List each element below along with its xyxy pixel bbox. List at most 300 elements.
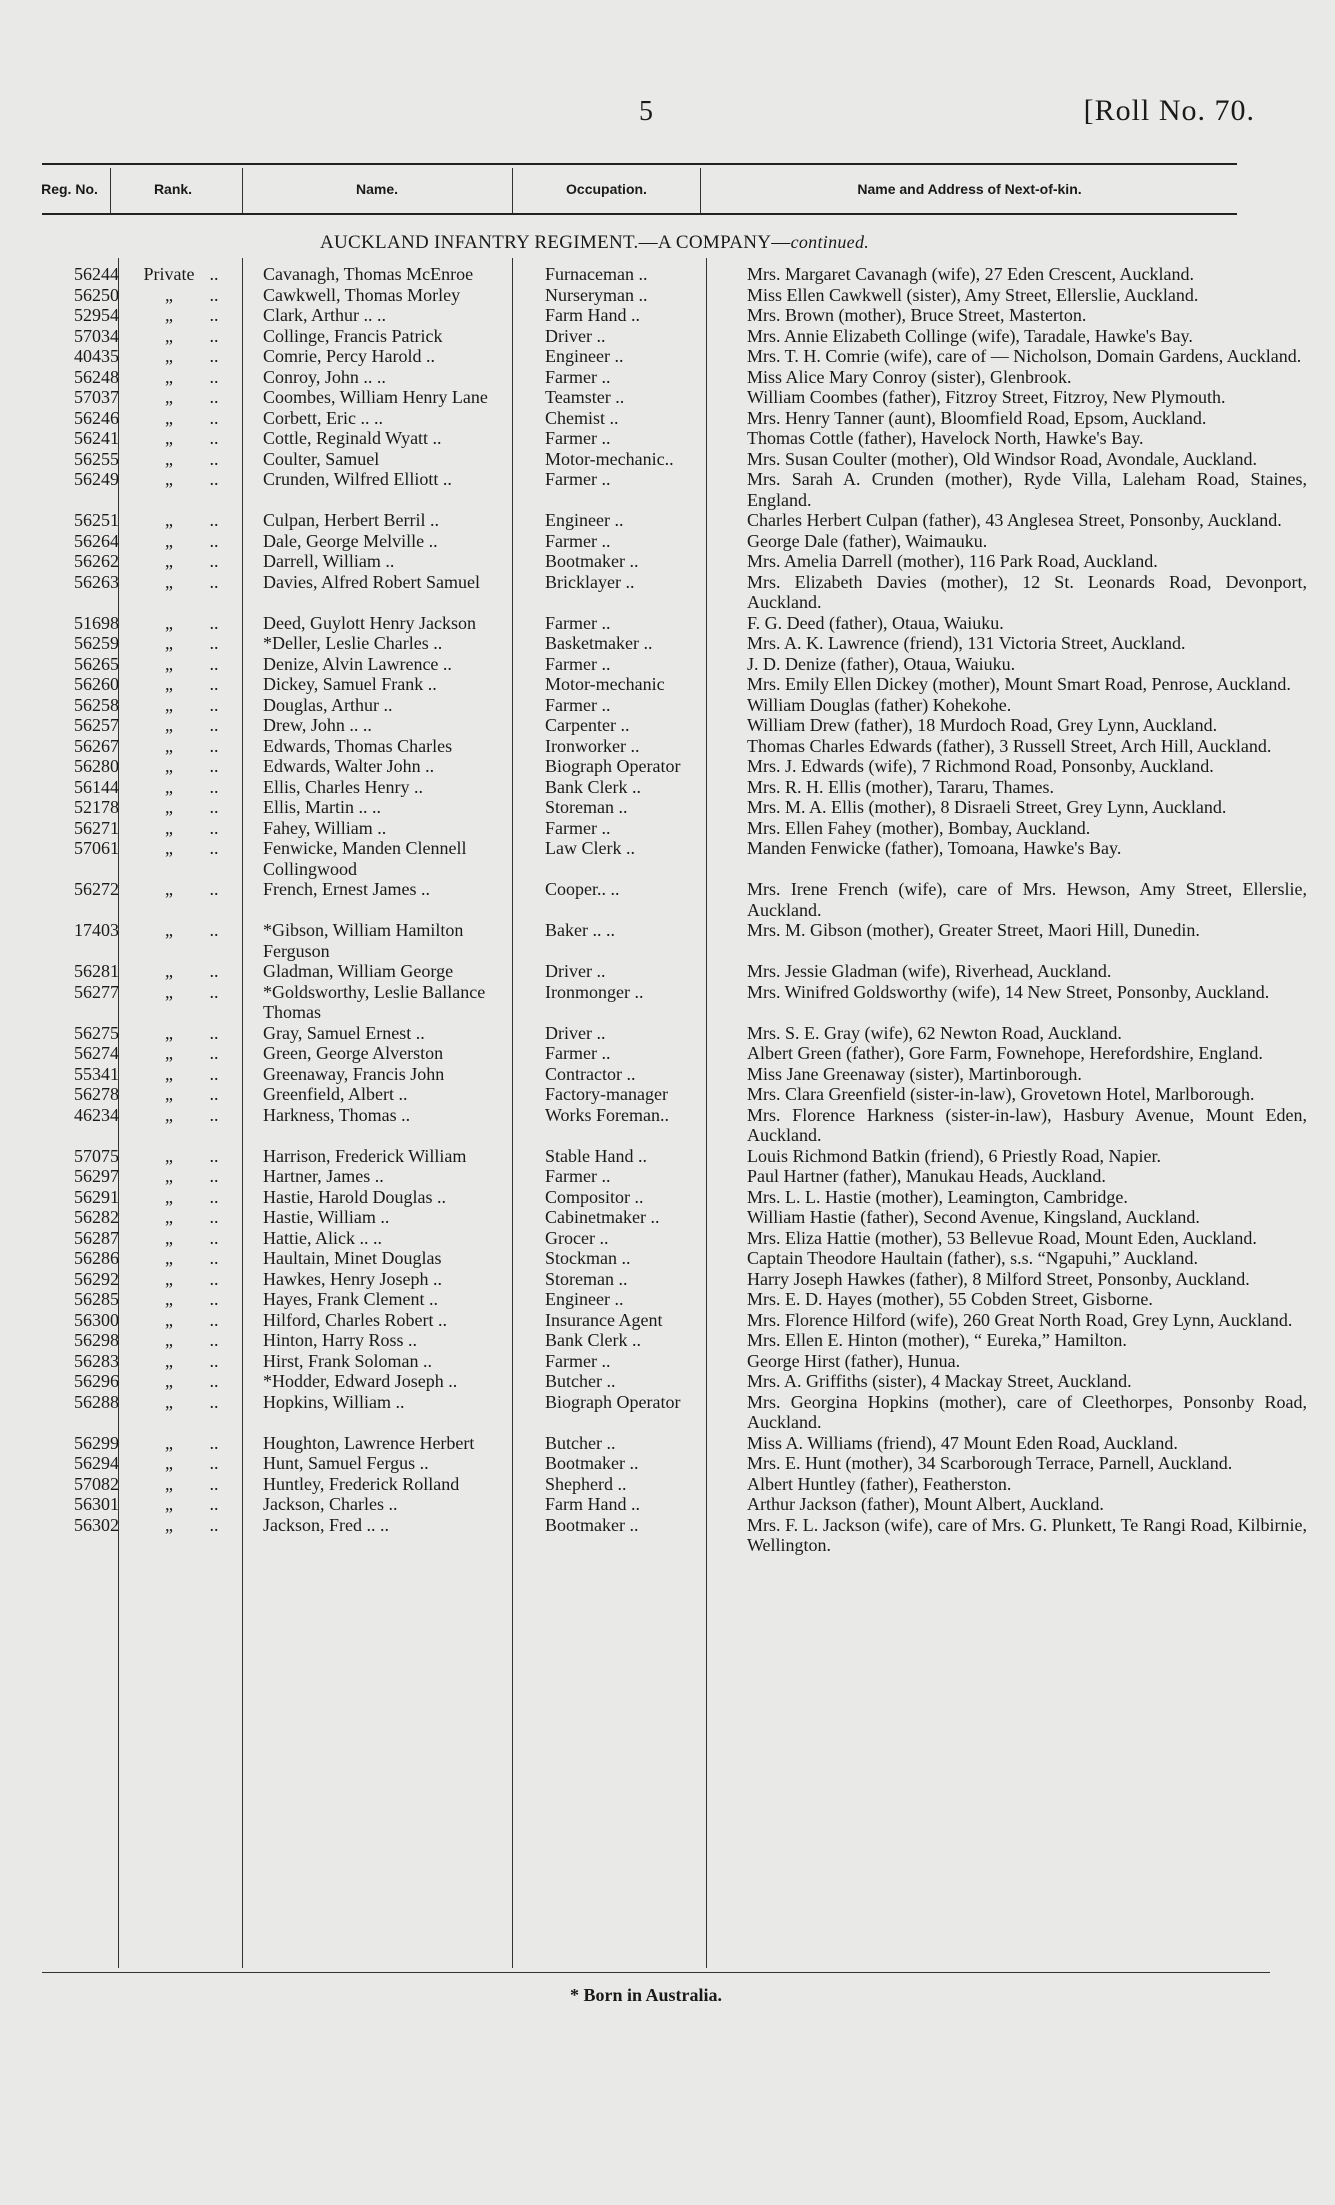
reg-cell: [44, 736, 123, 757]
occupation-cell-text: Farmer ..: [545, 1166, 611, 1186]
kin-cell-text: Mrs. Susan Coulter (mother), Old Windsor Road, Avondale, Auckland.: [747, 448, 1258, 469]
leader-dots: ..: [205, 1350, 219, 1371]
reg-cell: [44, 1043, 123, 1064]
rank-cell-text: „: [165, 612, 173, 633]
name-cell: [251, 797, 533, 818]
reg-cell: [44, 551, 123, 572]
kin-cell-text: Miss A. Williams (friend), 47 Mount Eden Road, Auckland.: [747, 1432, 1178, 1453]
occupation-cell: [533, 1371, 735, 1392]
rank-cell: [123, 469, 251, 510]
occupation-cell-text: Law Clerk ..: [545, 838, 635, 858]
rank-cell-text: „: [165, 571, 173, 592]
kin-cell-text: Mrs. Winifred Goldsworthy (wife), 14 New Street, Ponsonby, Auckland.: [747, 981, 1270, 1002]
table-row: [44, 551, 1307, 572]
occupation-cell: [533, 756, 735, 777]
leader-dots: ..: [205, 1432, 219, 1453]
kin-cell-text: Mrs. T. H. Comrie (wife), care of — Nicholson, Domain Gardens, Auckland.: [747, 346, 1302, 366]
name-cell: [251, 1228, 533, 1249]
name-cell: [251, 1351, 533, 1372]
rank-cell: [123, 1269, 251, 1290]
reg-cell: [44, 1105, 123, 1146]
name-cell: [251, 633, 533, 654]
reg-cell-text: 56263: [74, 571, 119, 592]
occupation-cell: [533, 633, 735, 654]
name-cell: [251, 572, 533, 613]
leader-dots: ..: [205, 1166, 219, 1186]
leader-dots: ..: [205, 817, 219, 838]
occupation-cell: [533, 387, 735, 408]
kin-cell-text: Albert Green (father), Gore Farm, Fownehope, Herefordshire, England.: [747, 1043, 1263, 1063]
reg-cell: [44, 1289, 123, 1310]
occupation-cell-text: Farmer ..: [545, 428, 611, 448]
table-row: [44, 264, 1307, 285]
occupation-cell: [533, 797, 735, 818]
rank-cell: [123, 1187, 251, 1208]
rank-cell-text: „: [165, 428, 173, 448]
occupation-cell-text: Factory-manager: [545, 1084, 668, 1104]
name-cell-text: Hayes, Frank Clement ..: [263, 1289, 438, 1309]
reg-cell-text: 56286: [74, 1248, 119, 1268]
reg-cell: [44, 469, 123, 510]
rank-cell-text: „: [165, 879, 173, 899]
rank-cell-text: „: [165, 961, 173, 981]
table-row: [44, 510, 1307, 531]
occupation-cell: [533, 654, 735, 675]
reg-cell-text: 56258: [74, 694, 119, 715]
occupation-cell: [533, 1043, 735, 1064]
leader-dots: ..: [205, 346, 219, 366]
occupation-cell: [533, 838, 735, 879]
occupation-cell: [533, 367, 735, 388]
occupation-cell-text: Motor-mechanic..: [545, 448, 674, 469]
kin-cell: [735, 674, 1307, 695]
rank-cell-text: „: [165, 817, 173, 838]
rank-cell: [123, 346, 251, 367]
rank-cell-text: „: [165, 1473, 173, 1494]
kin-cell: [735, 1064, 1307, 1085]
name-cell-text: Dale, George Melville ..: [263, 530, 438, 551]
kin-cell: [735, 428, 1307, 449]
rank-cell-text: „: [165, 366, 173, 387]
occupation-cell-text: Bank Clerk ..: [545, 1330, 641, 1350]
leader-dots: ..: [205, 1289, 219, 1309]
kin-cell: [735, 551, 1307, 572]
occupation-cell: [533, 408, 735, 429]
rank-cell-text: „: [165, 284, 173, 305]
reg-cell: [44, 1187, 123, 1208]
rank-cell: [123, 613, 251, 634]
table-row: [44, 736, 1307, 757]
header-bottom-rule: [42, 213, 1237, 215]
kin-cell: [735, 613, 1307, 634]
table-row: [44, 1166, 1307, 1187]
name-cell: [251, 715, 533, 736]
occupation-cell: [533, 695, 735, 716]
reg-cell-text: 56299: [74, 1432, 119, 1453]
table-row: [44, 879, 1307, 920]
rank-cell: [123, 264, 251, 285]
kin-cell: [735, 367, 1307, 388]
leader-dots: ..: [205, 1084, 219, 1104]
rank-cell: [123, 1515, 251, 1556]
reg-cell-text: 56287: [74, 1227, 119, 1248]
occupation-cell: [533, 613, 735, 634]
rank-cell: [123, 408, 251, 429]
kin-cell: [735, 1269, 1307, 1290]
rank-cell-text: „: [165, 305, 173, 325]
reg-cell: [44, 1310, 123, 1331]
leader-dots: ..: [205, 264, 219, 284]
name-cell: [251, 1515, 533, 1556]
kin-cell: [735, 1310, 1307, 1331]
name-cell-text: Hinton, Harry Ross ..: [263, 1330, 417, 1350]
reg-cell: [44, 1248, 123, 1269]
kin-cell: [735, 469, 1307, 510]
reg-cell-text: 56264: [74, 530, 119, 551]
reg-cell-text: 56281: [74, 961, 119, 981]
occupation-cell: [533, 551, 735, 572]
reg-cell-text: 56285: [74, 1289, 119, 1309]
reg-cell-text: 56244: [74, 264, 119, 284]
reg-cell-text: 56274: [74, 1043, 119, 1063]
rank-cell: [123, 1433, 251, 1454]
table-row: [44, 572, 1307, 613]
occupation-cell-text: Grocer ..: [545, 1227, 609, 1248]
kin-cell-text: Thomas Charles Edwards (father), 3 Russell Street, Arch Hill, Auckland.: [747, 735, 1272, 756]
kin-cell-text: William Coombes (father), Fitzroy Street, Fitzroy, New Plymouth.: [747, 387, 1226, 407]
table-row: [44, 1453, 1307, 1474]
reg-cell-text: 17403: [74, 920, 119, 940]
rank-cell: [123, 797, 251, 818]
rank-cell-text: „: [165, 715, 173, 735]
table-row: [44, 449, 1307, 470]
occupation-cell-text: Farmer ..: [545, 612, 611, 633]
name-cell: [251, 1146, 533, 1167]
column-header-rank: Rank.: [153, 181, 193, 197]
kin-cell: [735, 408, 1307, 429]
table-row: [44, 367, 1307, 388]
table-row: [44, 1064, 1307, 1085]
kin-cell: [735, 695, 1307, 716]
leader-dots: ..: [205, 1104, 219, 1125]
rank-cell: [123, 633, 251, 654]
reg-cell: [44, 449, 123, 470]
leader-dots: ..: [205, 1514, 219, 1535]
reg-cell: [44, 264, 123, 285]
name-cell-text: Jackson, Charles ..: [263, 1494, 398, 1514]
kin-cell-text: J. D. Denize (father), Otaua, Waiuku.: [747, 653, 1016, 674]
name-cell: [251, 305, 533, 326]
name-cell-text: Drew, John .. ..: [263, 715, 372, 735]
kin-cell-text: Miss Jane Greenaway (sister), Martinborough.: [747, 1063, 1082, 1084]
occupation-cell: [533, 1023, 735, 1044]
rank-cell: [123, 756, 251, 777]
name-cell: [251, 1023, 533, 1044]
kin-cell-text: Mrs. Henry Tanner (aunt), Bloomfield Road, Epsom, Auckland.: [747, 407, 1207, 428]
kin-cell-text: Harry Joseph Hawkes (father), 8 Milford Street, Ponsonby, Auckland.: [747, 1268, 1250, 1289]
name-cell: [251, 1105, 533, 1146]
table-row: [44, 531, 1307, 552]
leader-dots: ..: [205, 612, 219, 633]
leader-dots: ..: [205, 1453, 219, 1473]
rank-cell: [123, 715, 251, 736]
kin-cell: [735, 818, 1307, 839]
table-row: [44, 1146, 1307, 1167]
reg-cell-text: 56298: [74, 1330, 119, 1350]
kin-cell-text: Mrs. M. A. Ellis (mother), 8 Disraeli Street, Grey Lynn, Auckland.: [747, 797, 1227, 817]
rank-cell-text: „: [165, 1289, 173, 1309]
rank-cell: [123, 572, 251, 613]
reg-cell: [44, 305, 123, 326]
table-row: [44, 1433, 1307, 1454]
occupation-cell-text: Farmer ..: [545, 469, 611, 489]
kin-cell: [735, 1146, 1307, 1167]
kin-cell-text: Mrs. Irene French (wife), care of Mrs. Hewson, Amy Street, Ellerslie, Auckland.: [747, 879, 1307, 920]
rank-cell: [123, 736, 251, 757]
leader-dots: ..: [205, 1186, 219, 1207]
reg-cell: [44, 1084, 123, 1105]
occupation-cell: [533, 1166, 735, 1187]
kin-cell: [735, 797, 1307, 818]
rank-cell-text: „: [165, 325, 173, 346]
kin-cell: [735, 531, 1307, 552]
reg-cell: [44, 1146, 123, 1167]
reg-cell: [44, 1392, 123, 1433]
occupation-cell: [533, 449, 735, 470]
rank-cell: [123, 982, 251, 1023]
reg-cell: [44, 1228, 123, 1249]
kin-cell-text: Mrs. E. D. Hayes (mother), 55 Cobden Street, Gisborne.: [747, 1289, 1153, 1309]
kin-cell-text: Mrs. Georgina Hopkins (mother), care of Cleethorpes, Ponsonby Road, Auckland.: [747, 1391, 1307, 1432]
roll-table-body: [44, 264, 1307, 1556]
reg-cell-text: 56267: [74, 735, 119, 756]
leader-dots: ..: [205, 756, 219, 776]
reg-cell-text: 56259: [74, 633, 119, 653]
name-cell-text: Clark, Arthur .. ..: [263, 305, 386, 325]
name-cell-text: Coulter, Samuel: [263, 448, 380, 469]
reg-cell-text: 56241: [74, 428, 119, 448]
table-row: [44, 1289, 1307, 1310]
occupation-cell-text: Cooper.. ..: [545, 879, 620, 899]
occupation-cell: [533, 469, 735, 510]
occupation-cell-text: Carpenter ..: [545, 715, 630, 735]
rank-cell: [123, 674, 251, 695]
kin-cell: [735, 1023, 1307, 1044]
table-row: [44, 1351, 1307, 1372]
name-cell-text: Harrison, Frederick William: [263, 1145, 467, 1166]
rank-cell: [123, 326, 251, 347]
leader-dots: ..: [205, 715, 219, 735]
occupation-cell: [533, 1228, 735, 1249]
reg-cell-text: 52178: [74, 797, 119, 817]
name-cell-text: Hilford, Charles Robert ..: [263, 1309, 447, 1330]
kin-cell-text: Mrs. S. E. Gray (wife), 62 Newton Road, Auckland.: [747, 1022, 1122, 1043]
occupation-cell-text: Farmer ..: [545, 366, 611, 387]
kin-cell: [735, 777, 1307, 798]
reg-cell-text: 57034: [74, 325, 119, 346]
occupation-cell-text: Nurseryman ..: [545, 284, 648, 305]
leader-dots: ..: [205, 1494, 219, 1514]
table-row: [44, 695, 1307, 716]
name-cell-text: Harkness, Thomas ..: [263, 1104, 411, 1125]
name-cell-text: Edwards, Walter John ..: [263, 756, 435, 776]
table-row: [44, 285, 1307, 306]
name-cell-text: Collinge, Francis Patrick: [263, 325, 443, 346]
header-divider: [700, 168, 701, 213]
rank-cell: [123, 1105, 251, 1146]
section-title-text: AUCKLAND INFANTRY REGIMENT.—A COMPANY—: [320, 232, 791, 253]
reg-cell: [44, 982, 123, 1023]
rank-cell-text: „: [165, 510, 173, 530]
kin-cell: [735, 920, 1307, 961]
name-cell: [251, 469, 533, 510]
name-cell-text: French, Ernest James ..: [263, 879, 430, 899]
kin-cell: [735, 1515, 1307, 1556]
rank-cell-text: „: [165, 776, 173, 797]
occupation-cell-text: Driver ..: [545, 1022, 606, 1043]
leader-dots: ..: [205, 1227, 219, 1248]
name-cell-text: Darrell, William ..: [263, 551, 395, 571]
reg-cell: [44, 1371, 123, 1392]
kin-cell: [735, 1351, 1307, 1372]
kin-cell: [735, 1207, 1307, 1228]
occupation-cell: [533, 777, 735, 798]
reg-cell: [44, 387, 123, 408]
leader-dots: ..: [205, 284, 219, 305]
occupation-cell-text: Farmer ..: [545, 1043, 611, 1063]
reg-cell-text: 56300: [74, 1309, 119, 1330]
table-row: [44, 1105, 1307, 1146]
kin-cell: [735, 387, 1307, 408]
name-cell-text: Denize, Alvin Lawrence ..: [263, 653, 452, 674]
table-row: [44, 1515, 1307, 1556]
column-header-kin: Name and Address of Next-of-kin.: [857, 181, 1082, 197]
name-cell: [251, 1433, 533, 1454]
table-row: [44, 654, 1307, 675]
kin-cell-text: Mrs. Annie Elizabeth Collinge (wife), Taradale, Hawke's Bay.: [747, 325, 1193, 346]
occupation-cell-text: Ironworker ..: [545, 735, 640, 756]
reg-cell-text: 56251: [74, 510, 119, 530]
reg-cell: [44, 326, 123, 347]
reg-cell-text: 56292: [74, 1268, 119, 1289]
occupation-cell: [533, 1187, 735, 1208]
reg-cell: [44, 408, 123, 429]
reg-cell: [44, 1207, 123, 1228]
occupation-cell-text: Engineer ..: [545, 1289, 624, 1309]
name-cell-text: Hastie, William ..: [263, 1207, 390, 1227]
leader-dots: ..: [205, 551, 219, 571]
kin-cell-text: Louis Richmond Batkin (friend), 6 Priestly Road, Napier.: [747, 1145, 1161, 1166]
reg-cell-text: 56257: [74, 715, 119, 735]
kin-cell-text: Mrs. M. Gibson (mother), Greater Street, Maori Hill, Dunedin.: [747, 920, 1200, 940]
reg-cell: [44, 1269, 123, 1290]
reg-cell-text: 46234: [74, 1104, 119, 1125]
leader-dots: ..: [205, 366, 219, 387]
kin-cell: [735, 838, 1307, 879]
reg-cell-text: 56291: [74, 1186, 119, 1207]
occupation-cell-text: Biograph Operator: [545, 1391, 681, 1412]
occupation-cell: [533, 736, 735, 757]
name-cell-text: Comrie, Percy Harold ..: [263, 346, 435, 366]
table-row: [44, 613, 1307, 634]
reg-cell-text: 57075: [74, 1145, 119, 1166]
reg-cell: [44, 879, 123, 920]
kin-cell-text: Mrs. Sarah A. Crunden (mother), Ryde Villa, Laleham Road, Staines, England.: [747, 469, 1307, 510]
occupation-cell-text: Stable Hand ..: [545, 1145, 647, 1166]
kin-cell-text: Mrs. A. Griffiths (sister), 4 Mackay Street, Auckland.: [747, 1371, 1132, 1391]
kin-cell: [735, 1453, 1307, 1474]
occupation-cell: [533, 510, 735, 531]
reg-cell: [44, 285, 123, 306]
table-row: [44, 1330, 1307, 1351]
occupation-cell: [533, 961, 735, 982]
kin-cell-text: Arthur Jackson (father), Mount Albert, Auckland.: [747, 1494, 1104, 1514]
rank-cell-text: „: [165, 1104, 173, 1125]
rank-cell-text: „: [165, 387, 173, 407]
reg-cell-text: 55341: [74, 1063, 119, 1084]
occupation-cell-text: Farmer ..: [545, 1350, 611, 1371]
kin-cell-text: Mrs. Florence Harkness (sister-in-law), Hasbury Avenue, Mount Eden, Auckland.: [747, 1104, 1307, 1145]
rank-cell: [123, 1453, 251, 1474]
name-cell: [251, 1166, 533, 1187]
name-cell-text: Cavanagh, Thomas McEnroe: [263, 264, 474, 284]
table-row: [44, 428, 1307, 449]
table-row: [44, 1228, 1307, 1249]
name-cell: [251, 428, 533, 449]
occupation-cell-text: Farmer ..: [545, 530, 611, 551]
rank-cell: [123, 1228, 251, 1249]
rank-cell: [123, 695, 251, 716]
leader-dots: ..: [205, 1207, 219, 1227]
leader-dots: ..: [205, 571, 219, 592]
name-cell-text: *Hodder, Edward Joseph ..: [263, 1371, 458, 1391]
occupation-cell-text: Basketmaker ..: [545, 633, 653, 653]
name-cell-text: Fahey, William ..: [263, 817, 387, 838]
reg-cell-text: 56262: [74, 551, 119, 571]
rank-cell-text: „: [165, 1350, 173, 1371]
occupation-cell-text: Driver ..: [545, 961, 606, 981]
kin-cell-text: Miss Ellen Cawkwell (sister), Amy Street, Ellerslie, Auckland.: [747, 284, 1199, 305]
name-cell-text: Hattie, Alick .. ..: [263, 1227, 382, 1248]
footnote: * Born in Australia.: [569, 1985, 723, 2005]
table-row: [44, 1023, 1307, 1044]
kin-cell-text: George Hirst (father), Hunua.: [747, 1350, 961, 1371]
reg-cell-text: 40435: [74, 346, 119, 366]
occupation-cell: [533, 326, 735, 347]
table-row: [44, 1494, 1307, 1515]
occupation-cell-text: Ironmonger ..: [545, 981, 644, 1002]
kin-cell-text: William Douglas (father) Kohekohe.: [747, 694, 1012, 715]
occupation-cell-text: Farmer ..: [545, 694, 611, 715]
column-header-reg: Reg. No.: [41, 181, 98, 197]
table-row: [44, 797, 1307, 818]
reg-cell-text: 56278: [74, 1084, 119, 1104]
kin-cell-text: William Drew (father), 18 Murdoch Road, Grey Lynn, Auckland.: [747, 715, 1218, 735]
kin-cell-text: Mrs. A. K. Lawrence (friend), 131 Victoria Street, Auckland.: [747, 633, 1186, 653]
name-cell-text: Gray, Samuel Ernest ..: [263, 1022, 425, 1043]
kin-cell: [735, 1433, 1307, 1454]
name-cell: [251, 920, 533, 961]
rank-cell-text: „: [165, 694, 173, 715]
rank-cell: [123, 1289, 251, 1310]
header-divider: [242, 168, 243, 213]
reg-cell-text: 56255: [74, 448, 119, 469]
occupation-cell: [533, 346, 735, 367]
table-row: [44, 1187, 1307, 1208]
name-cell-text: Crunden, Wilfred Elliott ..: [263, 469, 452, 489]
reg-cell-text: 56277: [74, 981, 119, 1002]
rank-cell-text: „: [165, 1514, 173, 1535]
